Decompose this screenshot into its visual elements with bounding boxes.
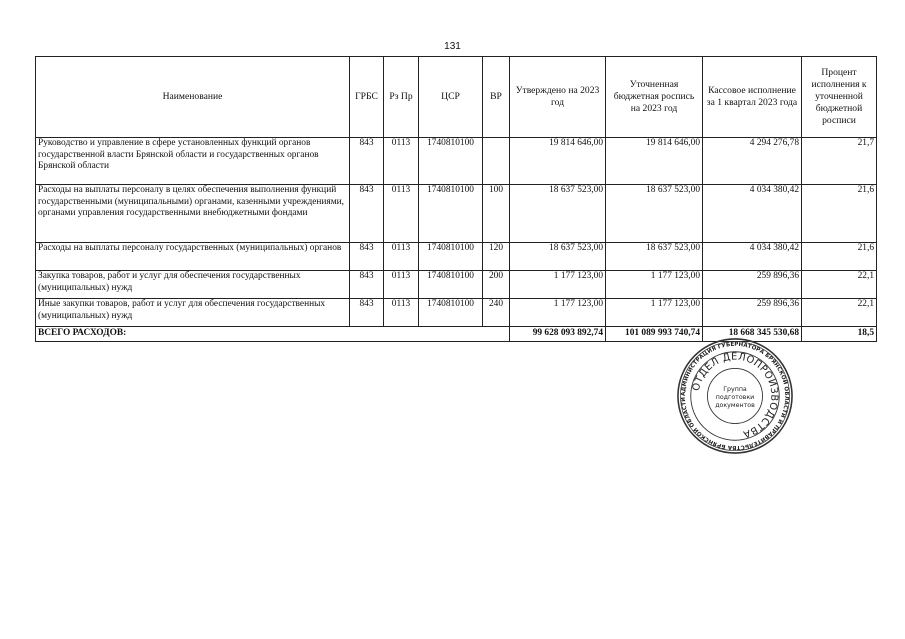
row-rzpr: 0113 bbox=[384, 299, 419, 327]
row-grbs: 843 bbox=[350, 243, 384, 271]
stamp-center-line2: подготовки bbox=[715, 393, 755, 401]
row-grbs: 843 bbox=[350, 138, 384, 185]
header-percent: Процент исполнения к уточненной бюджетной росписи bbox=[802, 57, 877, 138]
row-approved: 1 177 123,00 bbox=[510, 299, 606, 327]
row-csr: 1740810100 bbox=[419, 243, 483, 271]
table-row bbox=[36, 271, 877, 299]
table-row bbox=[36, 185, 877, 243]
row-refined: 1 177 123,00 bbox=[606, 271, 703, 299]
row-refined: 18 637 523,00 bbox=[606, 185, 703, 243]
row-approved: 18 637 523,00 bbox=[510, 185, 606, 243]
header-cash: Кассовое исполнение за 1 квартал 2023 года bbox=[703, 57, 802, 138]
stamp-outer-text: АДМИНИСТРАЦИЯ ГУБЕРНАТОРА БРЯНСКОЙ ОБЛАСТИ И ПРАВИТЕЛЬСТВА БРЯНСКОЙ ОБЛАСТИ bbox=[680, 341, 790, 451]
row-refined: 19 814 646,00 bbox=[606, 138, 703, 185]
stamp-center-line1: Группа bbox=[723, 386, 747, 394]
row-percent: 22,1 bbox=[802, 271, 877, 299]
row-percent: 21,6 bbox=[802, 185, 877, 243]
round-stamp bbox=[676, 337, 794, 455]
row-grbs: 843 bbox=[350, 299, 384, 327]
total-refined: 101 089 993 740,74 bbox=[606, 327, 703, 342]
total-label: ВСЕГО РАСХОДОВ: bbox=[36, 327, 510, 342]
table-row bbox=[36, 138, 877, 185]
row-rzpr: 0113 bbox=[384, 243, 419, 271]
header-rzpr: Рз Пр bbox=[384, 57, 419, 138]
total-percent: 18,5 bbox=[802, 327, 877, 342]
row-name: Иные закупки товаров, работ и услуг для обеспечения государственных (муниципальных) нужд bbox=[36, 299, 350, 327]
row-vr bbox=[483, 138, 510, 185]
page-number: 131 bbox=[444, 41, 461, 52]
row-percent: 21,6 bbox=[802, 243, 877, 271]
row-percent: 22,1 bbox=[802, 299, 877, 327]
header-grbs: ГРБС bbox=[350, 57, 384, 138]
row-cash: 4 034 380,42 bbox=[703, 243, 802, 271]
total-approved: 99 628 093 892,74 bbox=[510, 327, 606, 342]
row-csr: 1740810100 bbox=[419, 185, 483, 243]
row-approved: 19 814 646,00 bbox=[510, 138, 606, 185]
row-vr: 200 bbox=[483, 271, 510, 299]
row-name: Закупка товаров, работ и услуг для обеспечения государственных (муниципальных) нужд bbox=[36, 271, 350, 299]
row-cash: 4 294 276,78 bbox=[703, 138, 802, 185]
header-approved: Утверждено на 2023 год bbox=[510, 57, 606, 138]
row-cash: 259 896,36 bbox=[703, 299, 802, 327]
row-refined: 1 177 123,00 bbox=[606, 299, 703, 327]
header-name: Наименование bbox=[36, 57, 350, 138]
table-row bbox=[36, 299, 877, 327]
stamp-center-line3: документов bbox=[715, 401, 755, 409]
row-vr: 120 bbox=[483, 243, 510, 271]
row-approved: 1 177 123,00 bbox=[510, 271, 606, 299]
row-csr: 1740810100 bbox=[419, 271, 483, 299]
header-vr: ВР bbox=[483, 57, 510, 138]
row-rzpr: 0113 bbox=[384, 138, 419, 185]
header-csr: ЦСР bbox=[419, 57, 483, 138]
row-csr: 1740810100 bbox=[419, 299, 483, 327]
row-cash: 4 034 380,42 bbox=[703, 185, 802, 243]
stamp-inner-text: ОТДЕЛ ДЕЛОПРОИЗВОДСТВА bbox=[690, 351, 780, 440]
row-percent: 21,7 bbox=[802, 138, 877, 185]
header-row bbox=[36, 57, 877, 138]
row-refined: 18 637 523,00 bbox=[606, 243, 703, 271]
total-cash: 18 668 345 530,68 bbox=[703, 327, 802, 342]
header-refined: Уточненная бюджетная роспись на 2023 год bbox=[606, 57, 703, 138]
row-vr: 240 bbox=[483, 299, 510, 327]
row-name: Расходы на выплаты персоналу в целях обеспечения выполнения функций государственными (муниципальными) органами, казенными учреждениями, органами управления государственными внебюджетными фондами bbox=[36, 185, 350, 243]
row-rzpr: 0113 bbox=[384, 271, 419, 299]
row-grbs: 843 bbox=[350, 185, 384, 243]
row-rzpr: 0113 bbox=[384, 185, 419, 243]
row-grbs: 843 bbox=[350, 271, 384, 299]
budget-table bbox=[35, 56, 877, 342]
row-vr: 100 bbox=[483, 185, 510, 243]
row-approved: 18 637 523,00 bbox=[510, 243, 606, 271]
table-row bbox=[36, 243, 877, 271]
row-name: Руководство и управление в сфере установленных функций органов государственной власти Брянской области и государственных органов Брянской области bbox=[36, 138, 350, 185]
row-csr: 1740810100 bbox=[419, 138, 483, 185]
row-name: Расходы на выплаты персоналу государственных (муниципальных) органов bbox=[36, 243, 350, 271]
row-cash: 259 896,36 bbox=[703, 271, 802, 299]
